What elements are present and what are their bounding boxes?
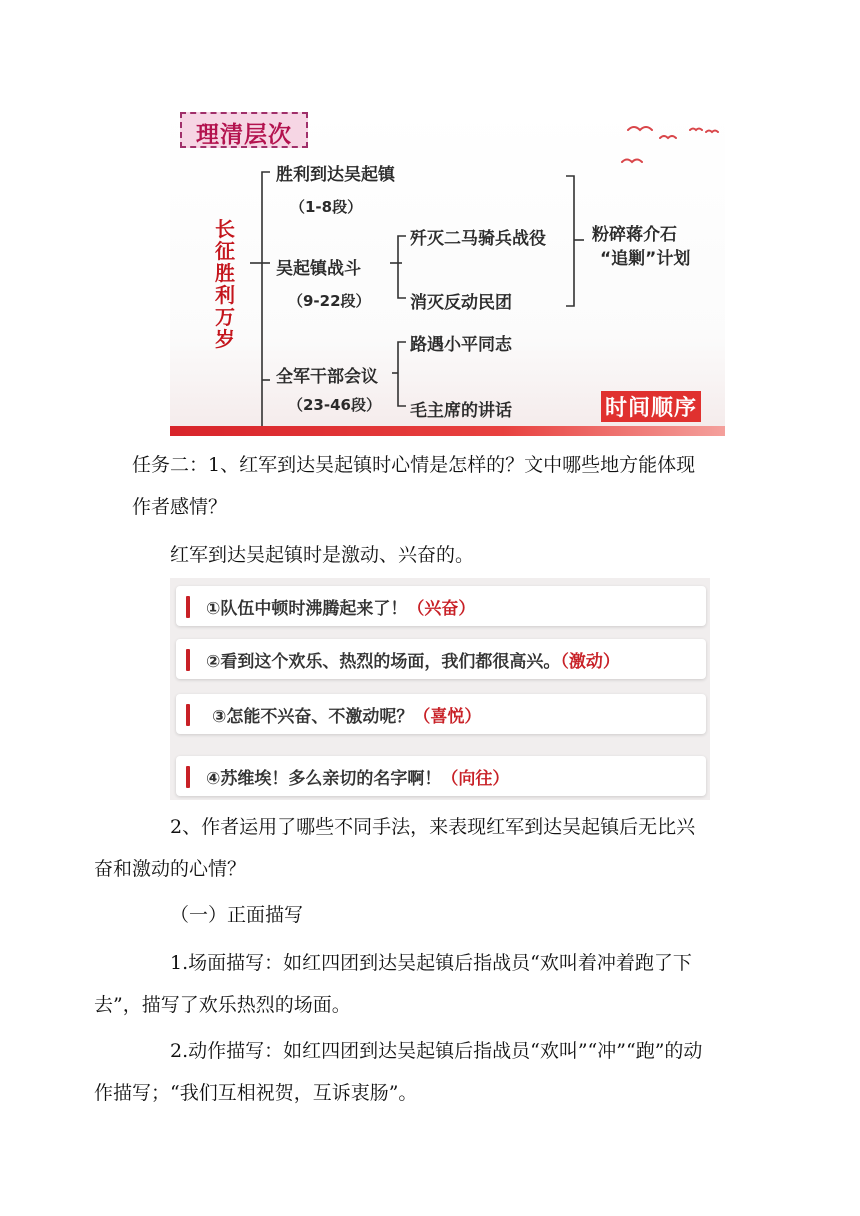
bird-icon <box>690 129 702 131</box>
decorative-band <box>170 426 725 436</box>
emotion-tag: （兴奋） <box>407 599 476 619</box>
emotion-card: ②看到这个欢乐、热烈的场面，我们都很高兴。（激动） <box>176 639 706 679</box>
bird-icon <box>628 127 652 130</box>
question-2: 2、作者运用了哪些不同手法，来表现红军到达吴起镇后无比兴 奋和激动的心情？ <box>94 816 696 880</box>
diagram-title: 理清层次 <box>196 122 292 148</box>
emotion-card: ①队伍中顿时沸腾起来了！（兴奋） <box>176 586 706 626</box>
answer-item-1: 1.场面描写：如红四团到达吴起镇后指战员“欢叫着冲着跑了下 去”，描写了欢乐热烈的场面。 <box>94 952 692 1016</box>
emotion-tag: （向往） <box>441 769 510 789</box>
vertical-label: 长征胜利万岁 <box>215 217 235 351</box>
order-label: 时间顺序 <box>601 391 701 422</box>
sub-label: 消灭反动民团 <box>410 293 512 313</box>
bracket-lines <box>170 108 725 436</box>
result-line-2: “追剿”计划 <box>600 249 691 269</box>
structure-diagram <box>170 108 725 436</box>
sub-label: 歼灭二马骑兵战役 <box>410 229 546 249</box>
bird-icon <box>660 136 676 138</box>
emotion-card: ③怎能不兴奋、不激动呢？（喜悦） <box>176 694 706 734</box>
section-heading: （一）正面描写 <box>170 904 304 926</box>
bird-icon <box>622 160 642 163</box>
section-label: 吴起镇战斗 <box>276 259 361 279</box>
task2-answer-1: 红军到达吴起镇时是激动、兴奋的。 <box>170 544 475 566</box>
emotion-tag: （喜悦） <box>413 707 482 727</box>
result-line-1: 粉碎蒋介石 <box>592 225 677 245</box>
section-label: 胜利到达吴起镇 <box>276 165 395 185</box>
section-paragraphs: （23-46段） <box>288 396 381 414</box>
bird-icon <box>706 131 718 133</box>
answer-item-2: 2.动作描写：如红四团到达吴起镇后指战员“欢叫”“冲”“跑”的动 作描写；“我们互相祝贺，互诉衷肠”。 <box>94 1040 703 1104</box>
emotion-cards <box>170 578 710 800</box>
section-label: 全军干部会议 <box>276 367 378 387</box>
emotion-tag: （激动） <box>560 652 620 672</box>
emotion-card: ④苏维埃！多么亲切的名字啊！（向往） <box>176 756 706 796</box>
sub-label: 毛主席的讲话 <box>410 401 512 421</box>
sub-label: 路遇小平同志 <box>410 335 512 355</box>
task2-question-1: 任务二：1、红军到达吴起镇时心情是怎样的？文中哪些地方能体现 作者感情？ <box>132 454 696 518</box>
section-paragraphs: （9-22段） <box>288 292 371 310</box>
section-paragraphs: （1-8段） <box>290 198 363 216</box>
